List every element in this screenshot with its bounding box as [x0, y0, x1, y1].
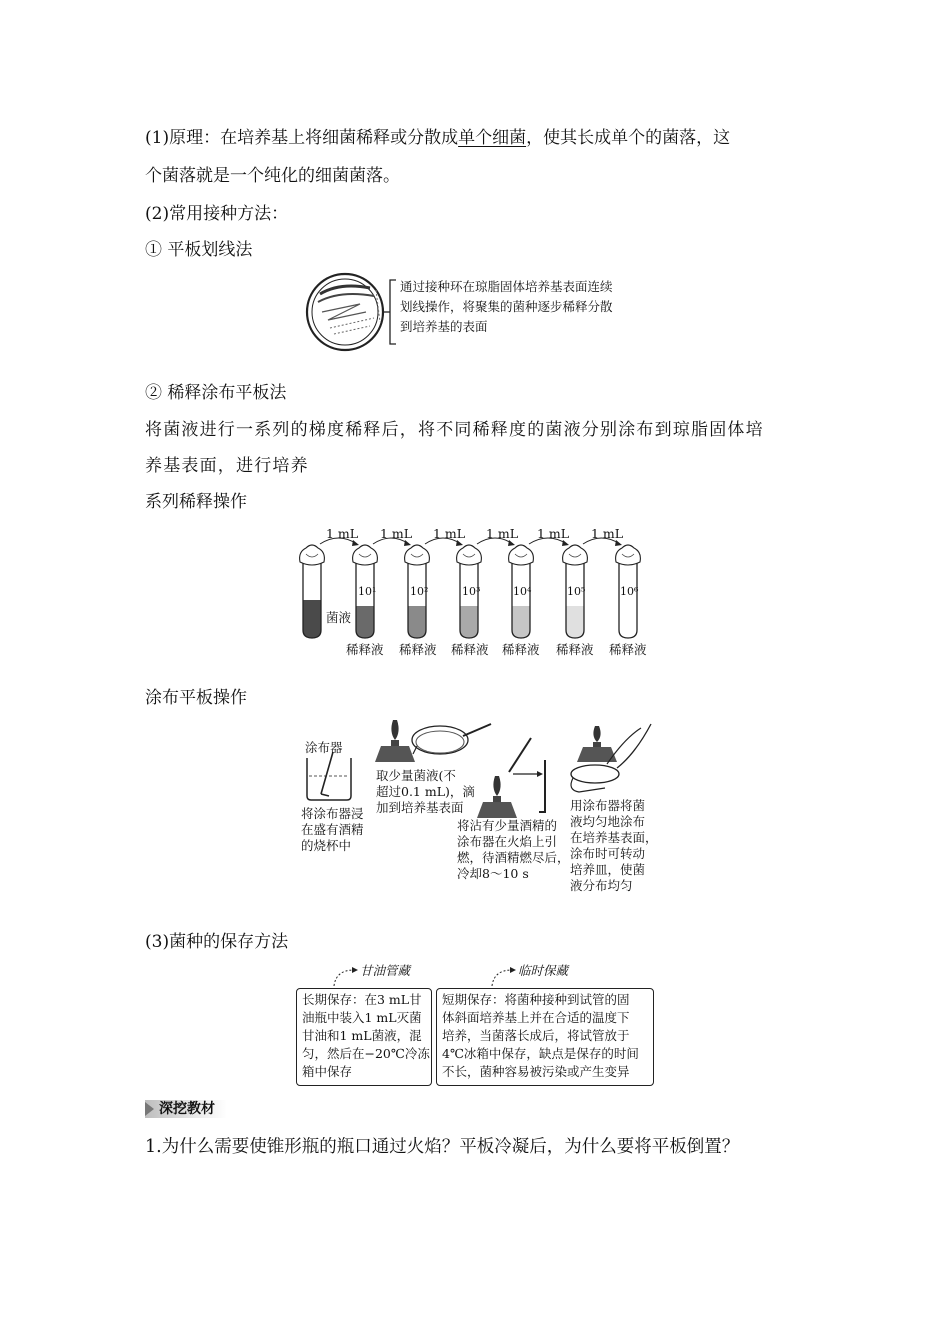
left-tag: 甘油管藏 [360, 963, 411, 978]
step4-line-4: 涂布时可转动 [570, 846, 646, 861]
beaker-icon [307, 752, 351, 800]
spread-plate-figure [295, 718, 665, 898]
tube-liquid [512, 606, 530, 638]
preservation-figure [296, 962, 656, 1086]
step4-line-5: 培养皿，使菌 [570, 862, 646, 877]
section-tag [145, 1100, 225, 1118]
method1-title: ① 平板划线法 [145, 240, 253, 260]
bottom-label-4: 稀释液 [502, 642, 540, 657]
transfer-label-5: 1 mL [537, 526, 570, 541]
right-tag: 临时保藏 [518, 963, 569, 978]
principle-prefix: (1)原理：在培养基上将细菌稀释或分散成 [145, 128, 459, 148]
bottom-label-6: 稀释液 [609, 642, 647, 657]
tube-liquid [566, 606, 584, 638]
method2-desc-2: 养基表面，进行培养 [145, 456, 309, 476]
right-line-5: 不长，菌种容易被污染或产生变异 [442, 1064, 630, 1079]
spread-title: 涂布平板操作 [145, 688, 247, 708]
triangle-right-icon [145, 1102, 154, 1116]
dilution-title: 系列稀释操作 [145, 492, 247, 512]
bottom-label-3: 稀释液 [451, 642, 489, 657]
tube-label-4: 10⁴ [513, 585, 532, 598]
transfer-label-2: 1 mL [380, 526, 413, 541]
cotton-plug-icon [405, 545, 430, 565]
step3-line-3: 燃，待酒精燃尽后， [457, 850, 570, 865]
question-1: 1.为什么需要使锥形瓶的瓶口通过火焰？平板冷凝后，为什么要将平板倒置？ [145, 1137, 740, 1157]
step2-line-3: 加到培养基表面 [376, 800, 464, 815]
step4-line-3: 在培养基表面， [570, 830, 658, 845]
cotton-plug-icon [563, 545, 588, 565]
flaming-spreader-icon [477, 738, 531, 818]
principle-line-2: 个菌落就是一个纯化的细菌菌落。 [145, 166, 400, 186]
preservation-arrows [296, 962, 656, 988]
step3-line-2: 涂布器在火焰上引 [457, 834, 558, 849]
cotton-plug-icon [457, 545, 482, 565]
step4-line-6: 液分布均匀 [570, 878, 633, 893]
tube-label-3: 10³ [462, 585, 481, 598]
cotton-plug-icon [509, 545, 534, 565]
left-line-5: 箱中保存 [302, 1064, 353, 1079]
stock-label: 菌液 [326, 610, 352, 625]
spreading-hands-icon [571, 724, 651, 792]
right-line-1: 短期保存：将菌种接种到试管的固 [442, 992, 630, 1007]
tube-liquid [303, 600, 321, 638]
transfer-label-1: 1 mL [326, 526, 359, 541]
principle-underlined-term: 单个细菌 [458, 128, 527, 148]
tube-liquid [460, 606, 478, 638]
method2-desc-1: 将菌液进行一系列的梯度稀释后，将不同稀释度的菌液分别涂布到琼脂固体培 [145, 420, 764, 440]
streak-desc-3: 到培养基的表面 [400, 319, 488, 334]
step1-line-1: 将涂布器浸 [301, 806, 364, 821]
left-line-2: 油瓶中装入1 mL灭菌 [302, 1010, 422, 1025]
tube-label-2: 10² [410, 585, 429, 598]
step4-line-1: 用涂布器将菌 [570, 798, 646, 813]
tube-liquid [619, 606, 637, 638]
transfer-label-4: 1 mL [486, 526, 519, 541]
step3-line-1: 将沾有少量酒精的 [457, 818, 558, 833]
left-line-1: 长期保存：在3 mL甘 [302, 992, 422, 1007]
method2-title: ② 稀释涂布平板法 [145, 383, 287, 403]
cotton-plug-icon [353, 545, 378, 565]
spreader-label: 涂布器 [305, 740, 343, 755]
methods-heading: (2)常用接种方法： [145, 204, 289, 224]
alcohol-lamp-icon [375, 720, 415, 762]
cotton-plug-icon [300, 545, 325, 565]
cotton-plug-icon [616, 545, 641, 565]
streak-desc-2: 划线操作，将聚集的菌种逐步稀释分散 [400, 299, 613, 314]
section-tag-label: 深挖教材 [159, 1101, 215, 1117]
right-line-3: 培养，当菌落长成后，将试管放于 [442, 1028, 630, 1043]
step2-line-1: 取少量菌液(不 [376, 768, 456, 783]
bottom-label-5: 稀释液 [556, 642, 594, 657]
preservation-heading: (3)菌种的保存方法 [145, 932, 289, 952]
step4-line-2: 液均匀地涂布 [570, 814, 646, 829]
left-line-3: 甘油和1 mL菌液，混 [302, 1028, 422, 1043]
transfer-label-3: 1 mL [433, 526, 466, 541]
tube-label-5: 10⁵ [567, 585, 586, 598]
serial-dilution-figure [290, 520, 660, 660]
principle-suffix: ，使其长成单个的菌落，这 [526, 128, 731, 148]
right-line-2: 体斜面培养基上并在合适的温度下 [442, 1010, 630, 1025]
tube-liquid [356, 606, 374, 638]
step1-line-2: 在盛有酒精 [301, 822, 364, 837]
l-spreader-icon [539, 760, 545, 812]
petri-dish-icon [307, 274, 383, 350]
bottom-label-1: 稀释液 [346, 642, 384, 657]
left-line-4: 匀，然后在−20℃冷冻 [302, 1046, 430, 1061]
principle-line-1 [145, 128, 730, 148]
step3-line-4: 冷却8～10 s [457, 866, 529, 881]
streak-desc-1: 通过接种环在琼脂固体培养基表面连续 [400, 279, 613, 294]
transfer-label-6: 1 mL [591, 526, 624, 541]
petri-dish-open-icon [412, 724, 491, 754]
step1-line-3: 的烧杯中 [301, 838, 352, 853]
bottom-label-2: 稀释液 [399, 642, 437, 657]
step2-line-2: 超过0.1 mL)，滴 [376, 784, 475, 799]
tube-liquid [408, 606, 426, 638]
right-line-4: 4℃冰箱中保存，缺点是保存的时间 [442, 1046, 639, 1061]
tube-label-6: 10⁶ [620, 585, 639, 598]
tube-label-1: 10¹ [358, 585, 377, 598]
